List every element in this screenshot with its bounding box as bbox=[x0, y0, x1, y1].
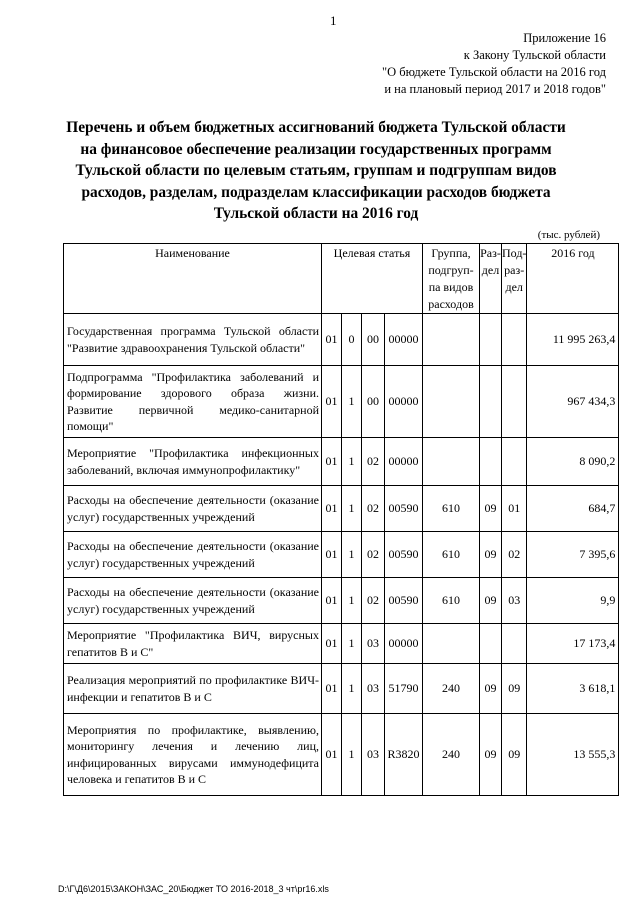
row-name: Реализация мероприятий по профилактике ВИЧ-инфекции и гепатитов В и С bbox=[64, 664, 322, 714]
amount-2016: 967 434,3 bbox=[527, 366, 619, 438]
appendix-line-2: к Закону Тульской области bbox=[463, 48, 606, 62]
units-label: (тыс. рублей) bbox=[537, 229, 600, 241]
table-row bbox=[64, 714, 619, 796]
section: 09 bbox=[480, 664, 502, 714]
table-row bbox=[64, 438, 619, 486]
amount-2016: 13 555,3 bbox=[527, 714, 619, 796]
subsection: 09 bbox=[502, 664, 527, 714]
subsection bbox=[502, 438, 527, 486]
header-subsection: Под-раз-дел bbox=[502, 244, 527, 314]
target-code-subprogram: 0 bbox=[342, 314, 362, 366]
section bbox=[480, 366, 502, 438]
table-row bbox=[64, 486, 619, 532]
expense-group: 240 bbox=[423, 664, 480, 714]
row-name: Расходы на обеспечение деятельности (оказание услуг) государственных учреждений bbox=[64, 578, 322, 624]
appendix-header bbox=[380, 30, 606, 98]
amount-2016: 7 395,6 bbox=[527, 532, 619, 578]
page-number: 1 bbox=[330, 13, 337, 28]
target-code-subprogram: 1 bbox=[342, 664, 362, 714]
section bbox=[480, 438, 502, 486]
target-code-direction: 51790 bbox=[385, 664, 423, 714]
target-code-program: 01 bbox=[322, 366, 342, 438]
subsection: 09 bbox=[502, 714, 527, 796]
table-row bbox=[64, 578, 619, 624]
expense-group: 610 bbox=[423, 532, 480, 578]
header-name: Наименование bbox=[64, 244, 322, 314]
amount-2016: 9,9 bbox=[527, 578, 619, 624]
header-amount-2016: 2016 год bbox=[527, 244, 619, 314]
target-code-event: 02 bbox=[362, 578, 385, 624]
target-code-program: 01 bbox=[322, 314, 342, 366]
target-code-event: 02 bbox=[362, 532, 385, 578]
target-code-program: 01 bbox=[322, 532, 342, 578]
appendix-line-1: Приложение 16 bbox=[523, 31, 606, 45]
amount-2016: 3 618,1 bbox=[527, 664, 619, 714]
budget-table bbox=[63, 243, 619, 796]
row-name: Расходы на обеспечение деятельности (оказание услуг) государственных учреждений bbox=[64, 532, 322, 578]
target-code-event: 00 bbox=[362, 366, 385, 438]
expense-group bbox=[423, 624, 480, 664]
target-code-subprogram: 1 bbox=[342, 438, 362, 486]
target-code-subprogram: 1 bbox=[342, 578, 362, 624]
target-code-subprogram: 1 bbox=[342, 486, 362, 532]
subsection bbox=[502, 624, 527, 664]
target-code-direction: 00000 bbox=[385, 624, 423, 664]
row-name: Мероприятия по профилактике, выявлению, мониторингу лечения и лечению лиц, инфицированных вирусами иммунодефицита человека и гепатитов В и С bbox=[64, 714, 322, 796]
target-code-subprogram: 1 bbox=[342, 714, 362, 796]
target-code-direction: 00000 bbox=[385, 366, 423, 438]
expense-group: 610 bbox=[423, 486, 480, 532]
table-header-row bbox=[64, 244, 619, 314]
target-code-event: 00 bbox=[362, 314, 385, 366]
target-code-event: 02 bbox=[362, 438, 385, 486]
target-code-program: 01 bbox=[322, 438, 342, 486]
target-code-subprogram: 1 bbox=[342, 624, 362, 664]
header-section: Раз-дел bbox=[480, 244, 502, 314]
subsection bbox=[502, 366, 527, 438]
target-code-program: 01 bbox=[322, 664, 342, 714]
target-code-program: 01 bbox=[322, 486, 342, 532]
subsection bbox=[502, 314, 527, 366]
subsection: 01 bbox=[502, 486, 527, 532]
section: 09 bbox=[480, 532, 502, 578]
expense-group bbox=[423, 314, 480, 366]
target-code-program: 01 bbox=[322, 714, 342, 796]
target-code-direction: 00590 bbox=[385, 578, 423, 624]
section: 09 bbox=[480, 578, 502, 624]
target-code-event: 03 bbox=[362, 714, 385, 796]
target-code-direction: 00000 bbox=[385, 438, 423, 486]
table-row bbox=[64, 532, 619, 578]
target-code-direction: 00000 bbox=[385, 314, 423, 366]
target-code-event: 02 bbox=[362, 486, 385, 532]
target-code-subprogram: 1 bbox=[342, 366, 362, 438]
target-code-direction: R3820 bbox=[385, 714, 423, 796]
file-path-footer: D:\Г\Д6\2015\ЗАКОН\ЗАС_20\Бюджет ТО 2016-2018_3 чт\pr16.xls bbox=[58, 884, 329, 894]
appendix-line-4: и на плановый период 2017 и 2018 годов" bbox=[384, 82, 606, 96]
section bbox=[480, 624, 502, 664]
target-code-program: 01 bbox=[322, 578, 342, 624]
subsection: 03 bbox=[502, 578, 527, 624]
target-code-direction: 00590 bbox=[385, 532, 423, 578]
section: 09 bbox=[480, 714, 502, 796]
amount-2016: 684,7 bbox=[527, 486, 619, 532]
expense-group: 240 bbox=[423, 714, 480, 796]
amount-2016: 11 995 263,4 bbox=[527, 314, 619, 366]
section: 09 bbox=[480, 486, 502, 532]
header-target-article: Целевая статья bbox=[322, 244, 423, 314]
table-body bbox=[64, 314, 619, 796]
table-row bbox=[64, 366, 619, 438]
target-code-subprogram: 1 bbox=[342, 532, 362, 578]
target-code-direction: 00590 bbox=[385, 486, 423, 532]
document-title: Перечень и объем бюджетных ассигнований бюджета Тульской области на финансовое обеспечение реализации государственных программ Тульской области по целевым статьям, группам и подгруппам видов расходов, разделам, подразделам классификации расходов бюджета Тульской области на 2016 год bbox=[66, 119, 566, 222]
header-group: Группа, подгруп-па видов расходов bbox=[423, 244, 480, 314]
amount-2016: 8 090,2 bbox=[527, 438, 619, 486]
subsection: 02 bbox=[502, 532, 527, 578]
row-name: Подпрограмма "Профилактика заболеваний и формирование здорового образа жизни. Развитие первичной медико-санитарной помощи" bbox=[64, 366, 322, 438]
row-name: Расходы на обеспечение деятельности (оказание услуг) государственных учреждений bbox=[64, 486, 322, 532]
expense-group bbox=[423, 366, 480, 438]
row-name: Мероприятие "Профилактика инфекционных заболеваний, включая иммунопрофилактику" bbox=[64, 438, 322, 486]
expense-group: 610 bbox=[423, 578, 480, 624]
appendix-line-3: "О бюджете Тульской области на 2016 год bbox=[382, 65, 606, 79]
target-code-event: 03 bbox=[362, 664, 385, 714]
row-name: Мероприятие "Профилактика ВИЧ, вирусных гепатитов В и С" bbox=[64, 624, 322, 664]
section bbox=[480, 314, 502, 366]
row-name: Государственная программа Тульской области "Развитие здравоохранения Тульской области" bbox=[64, 314, 322, 366]
expense-group bbox=[423, 438, 480, 486]
table-row bbox=[64, 664, 619, 714]
amount-2016: 17 173,4 bbox=[527, 624, 619, 664]
target-code-event: 03 bbox=[362, 624, 385, 664]
table-row bbox=[64, 624, 619, 664]
target-code-program: 01 bbox=[322, 624, 342, 664]
table-row bbox=[64, 314, 619, 366]
